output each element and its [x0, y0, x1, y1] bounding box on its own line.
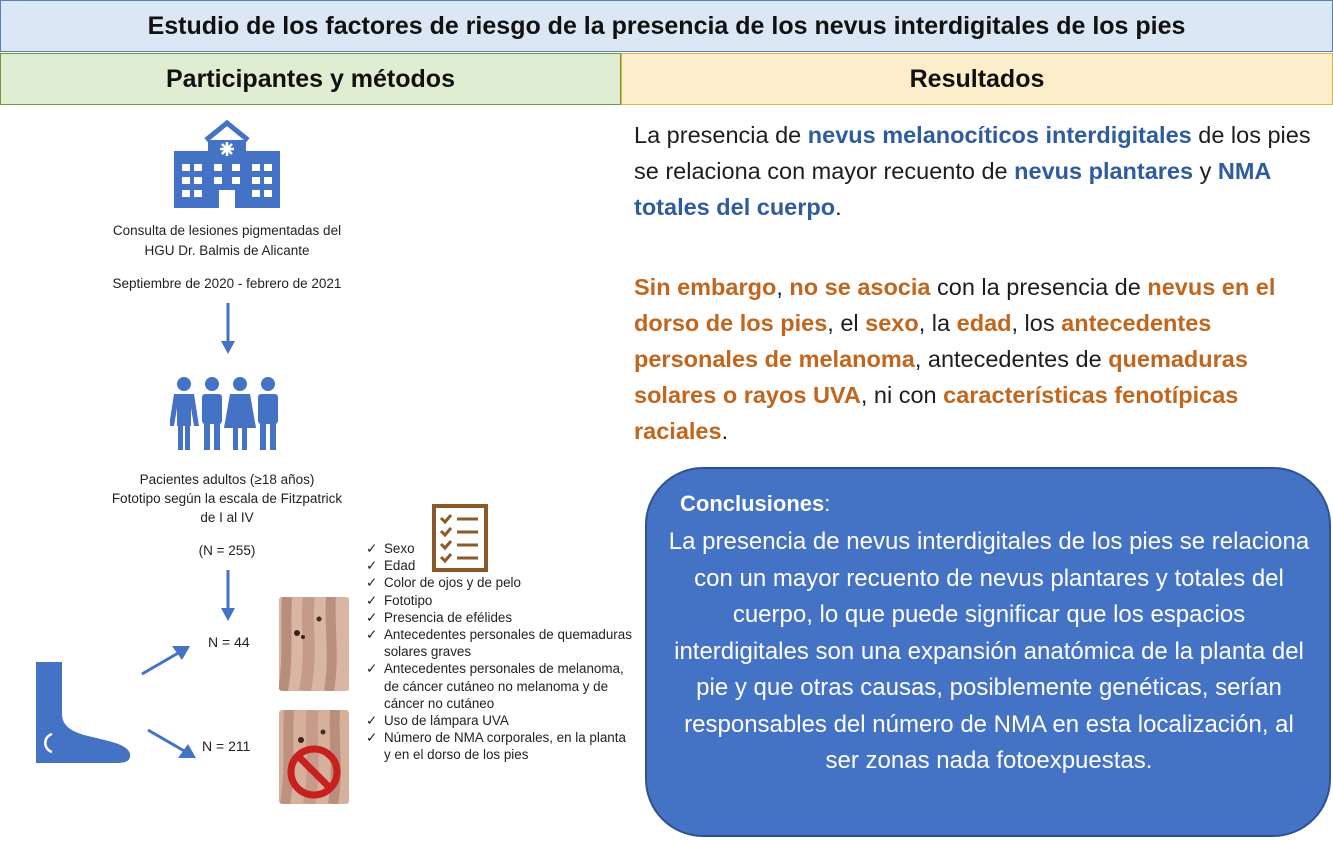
results-highlight: antecedentes personales de melanoma	[634, 310, 1212, 372]
results-text: de los pies se relaciona con mayor recuento de	[634, 122, 1311, 184]
clinic-line-1: Consulta de lesiones pigmentadas del	[112, 223, 342, 238]
study-period: Septiembre de 2020 - febrero de 2021	[112, 276, 342, 291]
results-text: .	[835, 194, 842, 220]
results-paragraph-2	[634, 269, 1326, 449]
results-text: La presencia de	[634, 122, 808, 148]
poster-title: Estudio de los factores de riesgo de la presencia de los nevus interdigitales de los pies	[0, 0, 1333, 52]
results-highlight: edad	[956, 310, 1012, 336]
results-highlight: Sin embargo	[634, 274, 777, 300]
checklist-item: ✓ Color de ojos y de pelo	[364, 574, 636, 591]
conclusions-body: La presencia de nevus interdigitales de los pies se relaciona con un mayor recuento de nevus plantares y totales del cuerpo, lo que puede significar que los espacios interdigitales son una expansión anatómica de la planta del pie y que otras causas, posiblemente genéticas, serían responsables del número de NMA en esta localización, al ser zonas nada fotoexpuestas.	[668, 528, 1310, 774]
conclusions-title-colon: :	[824, 491, 831, 516]
checklist-item: ✓ Número de NMA corporales, en la planta y en el dorso de los pies	[364, 729, 636, 763]
checklist-item: ✓ Antecedentes personales de melanoma, de cáncer cutáneo no melanoma y de cáncer no cutáneo	[364, 660, 636, 712]
arrow-right-icon	[140, 640, 196, 678]
arrow-down-icon	[218, 570, 238, 622]
results-text: , el	[827, 310, 866, 336]
results-highlight: quemaduras solares o rayos UVA	[634, 346, 1248, 408]
interdigital-nevus-photo	[279, 597, 349, 691]
results-text: con la presencia de	[930, 274, 1148, 300]
clinic-line-2: HGU Dr. Balmis de Alicante	[144, 243, 310, 258]
group-2-n: N = 211	[202, 738, 251, 754]
results-text: ,	[776, 274, 790, 300]
results-text: , ni con	[860, 382, 944, 408]
arrow-down-icon	[218, 303, 238, 355]
variables-checklist	[364, 540, 636, 764]
hospital-icon	[170, 118, 284, 210]
people-icon	[170, 376, 284, 452]
results-highlight: nevus en el dorso de los pies	[634, 274, 1276, 336]
results-highlight: nevus melanocíticos interdigitales	[807, 122, 1192, 148]
results-highlight: sexo	[865, 310, 919, 336]
checklist-item: ✓ Antecedentes personales de quemaduras solares graves	[364, 626, 636, 660]
results-text: , los	[1011, 310, 1062, 336]
patients-line-2: Fototipo según la escala de Fitzpatrick	[111, 491, 343, 506]
total-n: (N = 255)	[198, 543, 256, 558]
results-text: , antecedentes de	[914, 346, 1109, 372]
results-paragraph-1	[634, 117, 1324, 225]
foot-icon	[32, 662, 132, 764]
methods-header: Participantes y métodos	[0, 53, 621, 105]
checklist-item: ✓ Uso de lámpara UVA	[364, 712, 636, 729]
conclusions-box	[645, 467, 1331, 837]
results-highlight: no se asocia	[789, 274, 931, 300]
results-highlight: nevus plantares	[1014, 158, 1194, 184]
no-nevus-photo	[279, 710, 349, 804]
patients-line-1: Pacientes adultos (≥18 años)	[139, 472, 315, 487]
patients-line-3: de I al IV	[200, 510, 254, 525]
results-highlight: NMA totales del cuerpo	[634, 158, 1271, 220]
results-text: y	[1193, 158, 1218, 184]
conclusions-title	[680, 491, 830, 517]
results-header: Resultados	[621, 53, 1333, 105]
results-highlight: características fenotípicas raciales	[634, 382, 1239, 444]
no-entry-icon	[286, 744, 342, 800]
arrow-right-icon	[146, 728, 202, 764]
conclusions-title-text: Conclusiones	[680, 491, 825, 516]
results-text: , la	[918, 310, 957, 336]
checklist-item: ✓ Sexo	[364, 540, 636, 557]
group-1-n: N = 44	[208, 634, 250, 650]
checklist-item: ✓ Presencia de efélides	[364, 609, 636, 626]
checklist-item: ✓ Edad	[364, 557, 636, 574]
checklist-item: ✓ Fototipo	[364, 592, 636, 609]
results-text: .	[721, 418, 729, 444]
